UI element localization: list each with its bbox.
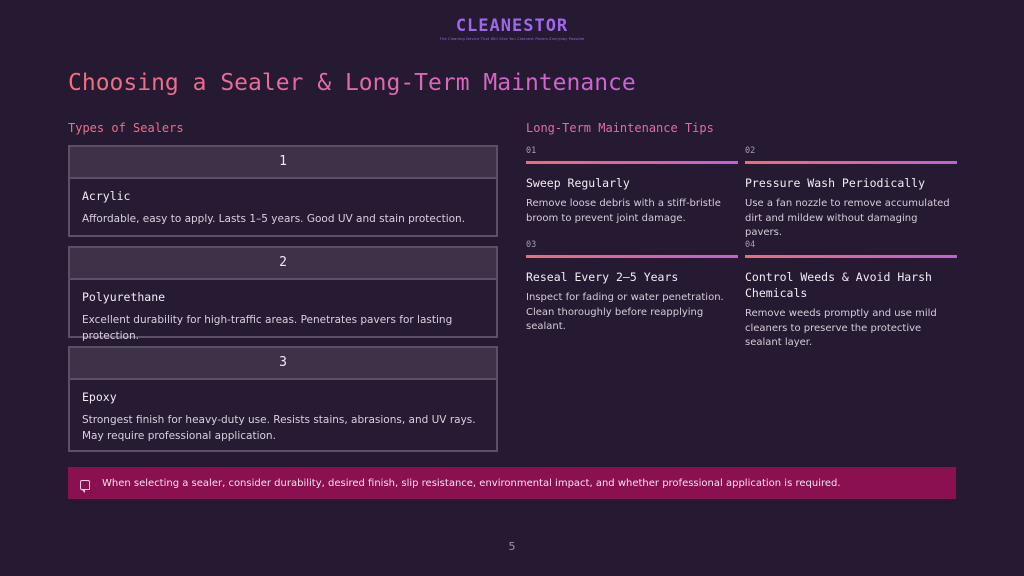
tip-pressure-wash [745, 146, 957, 241]
tip-sweep [526, 146, 738, 226]
tip-title: Control Weeds & Avoid Harsh Chemicals [745, 270, 932, 300]
sealer-name: Polyurethane [82, 290, 166, 304]
logo-tagline: The Cleaning Device That Will Give You Cleanest Pavers Everyday Possible [439, 37, 585, 41]
tip-number: 04 [745, 240, 756, 250]
tip-divider [526, 161, 738, 164]
note-text: When selecting a sealer, consider durability, desired finish, slip resistance, environmental impact, and whether professional application is required. [102, 477, 841, 489]
sealer-number: 3 [70, 348, 496, 380]
tip-divider [745, 161, 957, 164]
sealer-card-polyurethane [68, 246, 498, 342]
tip-divider [526, 255, 738, 258]
tip-description: Remove loose debris with a stiff-bristle broom to prevent joint damage. [526, 198, 721, 224]
tip-title: Pressure Wash Periodically [745, 176, 926, 190]
brand-logo [0, 16, 1024, 41]
sealer-description: Excellent durability for high-traffic areas. Penetrates pavers for lasting protection. [82, 314, 453, 342]
tip-number: 01 [526, 146, 537, 156]
tip-weeds [745, 240, 957, 351]
maintenance-heading: Long-Term Maintenance Tips [526, 121, 714, 135]
sealers-heading: Types of Sealers [68, 121, 184, 135]
sealer-card-epoxy [68, 346, 498, 452]
sealer-selection-note [68, 467, 956, 499]
sealer-description: Strongest finish for heavy-duty use. Resists stains, abrasions, and UV rays. May require professional application. [82, 414, 476, 442]
note-icon [80, 480, 90, 490]
slide-title: Choosing a Sealer & Long-Term Maintenance [68, 70, 636, 96]
sealer-name: Acrylic [82, 189, 131, 203]
tip-title: Reseal Every 2–5 Years [526, 270, 679, 284]
sealer-number: 1 [70, 147, 496, 179]
sealer-number: 2 [70, 248, 496, 280]
tip-reseal [526, 240, 738, 335]
tip-description: Remove weeds promptly and use mild cleaners to preserve the protective sealant layer. [745, 308, 937, 348]
logo-wordmark: CLEANESTOR [0, 16, 1024, 36]
tip-divider [745, 255, 957, 258]
sealer-card-acrylic [68, 145, 498, 237]
tip-title: Sweep Regularly [526, 176, 630, 190]
page-number: 5 [508, 540, 516, 553]
sealer-name: Epoxy [82, 390, 117, 404]
tip-number: 02 [745, 146, 756, 156]
tip-number: 03 [526, 240, 537, 250]
tip-description: Use a fan nozzle to remove accumulated dirt and mildew without damaging pavers. [745, 198, 950, 238]
sealer-description: Affordable, easy to apply. Lasts 1–5 years. Good UV and stain protection. [82, 213, 466, 225]
tip-description: Inspect for fading or water penetration. Clean thoroughly before reapplying sealant. [526, 292, 724, 332]
